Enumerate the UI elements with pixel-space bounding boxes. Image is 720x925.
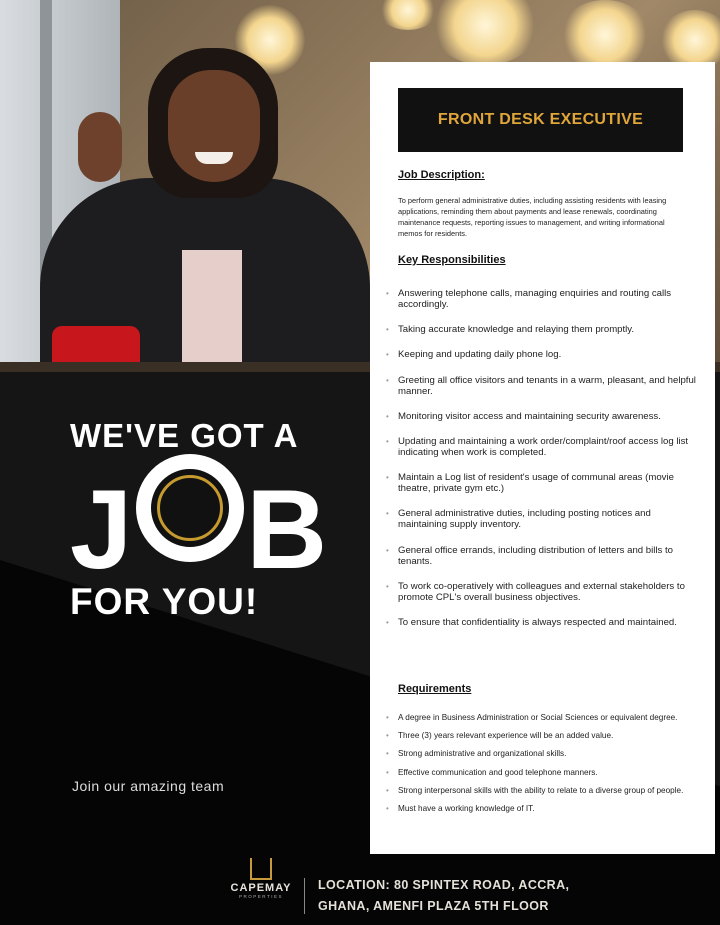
- job-title-box: [398, 88, 683, 152]
- location-line2: GHANA, AMENFI PLAZA 5TH FLOOR: [318, 899, 549, 913]
- list-item: • Maintain a Log list of resident's usage of communal areas (movie theatre, private gym etc.): [386, 472, 700, 494]
- person-smile: [195, 152, 233, 164]
- bokeh-light: [430, 0, 540, 65]
- list-item: • Taking accurate knowledge and relaying them promptly.: [386, 324, 700, 335]
- bokeh-light: [660, 10, 720, 70]
- bokeh-light: [378, 0, 438, 30]
- list-item: • To ensure that confidentiality is always respected and maintained.: [386, 617, 700, 628]
- list-item: • Strong interpersonal skills with the ability to relate to a diverse group of people.: [386, 786, 700, 796]
- company-logo: [228, 858, 294, 899]
- headline-o-ring: [136, 454, 244, 562]
- logo-name: CAPEMAY: [230, 882, 292, 894]
- logo-subtitle: PROPERTIES: [239, 894, 283, 899]
- person-face: [168, 70, 260, 182]
- list-item: • Updating and maintaining a work order/complaint/roof access log list indicating when work is completed.: [386, 436, 700, 458]
- job-description-heading: Job Description:: [398, 169, 485, 181]
- list-item: • General office errands, including distribution of letters and bills to tenants.: [386, 545, 700, 567]
- list-item: • Greeting all office visitors and tenants in a warm, pleasant, and helpful manner.: [386, 375, 700, 397]
- job-card: [370, 62, 715, 854]
- bokeh-light: [560, 0, 650, 70]
- job-description: To perform general administrative duties, including assisting residents with leasing applications, reminding them about payments and lease renewals, coordinating maintenance requests, reporting issues to management, and writing informational memos for residents.: [398, 196, 667, 238]
- responsibilities-heading: Key Responsibilities: [398, 254, 506, 266]
- headline-b: B: [246, 467, 330, 592]
- headline-line3: FOR YOU!: [70, 581, 259, 622]
- location-line1: LOCATION: 80 SPINTEX ROAD, ACCRA,: [318, 878, 570, 892]
- logo-mark-icon: [250, 858, 272, 880]
- person-hand: [78, 112, 122, 182]
- footer-divider: [304, 878, 305, 914]
- headline-job: [70, 454, 340, 592]
- headline: [70, 418, 340, 622]
- tagline: Join our amazing team: [72, 778, 225, 794]
- list-item: • Monitoring visitor access and maintaining security awareness.: [386, 411, 700, 422]
- list-item: • Three (3) years relevant experience will be an added value.: [386, 731, 700, 741]
- list-item: • Strong administrative and organizational skills.: [386, 749, 700, 759]
- headline-line1: WE'VE GOT A: [70, 417, 299, 454]
- person-blouse: [182, 250, 242, 372]
- list-item: • Effective communication and good telephone manners.: [386, 768, 700, 778]
- list-item: • General administrative duties, including posting notices and maintaining supply inventory.: [386, 508, 700, 530]
- requirements-list: [386, 713, 700, 822]
- list-item: • Keeping and updating daily phone log.: [386, 349, 700, 360]
- list-item: • A degree in Business Administration or Social Sciences or equivalent degree.: [386, 713, 700, 723]
- list-item: • Answering telephone calls, managing enquiries and routing calls accordingly.: [386, 288, 700, 310]
- requirements-heading: Requirements: [398, 683, 472, 695]
- list-item: • To work co-operatively with colleagues and external stakeholders to promote CPL's overall business objectives.: [386, 581, 700, 603]
- headline-j: J: [70, 467, 135, 592]
- list-item: • Must have a working knowledge of IT.: [386, 804, 700, 814]
- job-title: FRONT DESK EXECUTIVE: [437, 111, 644, 128]
- location: [318, 875, 569, 917]
- responsibilities-list: [386, 288, 700, 642]
